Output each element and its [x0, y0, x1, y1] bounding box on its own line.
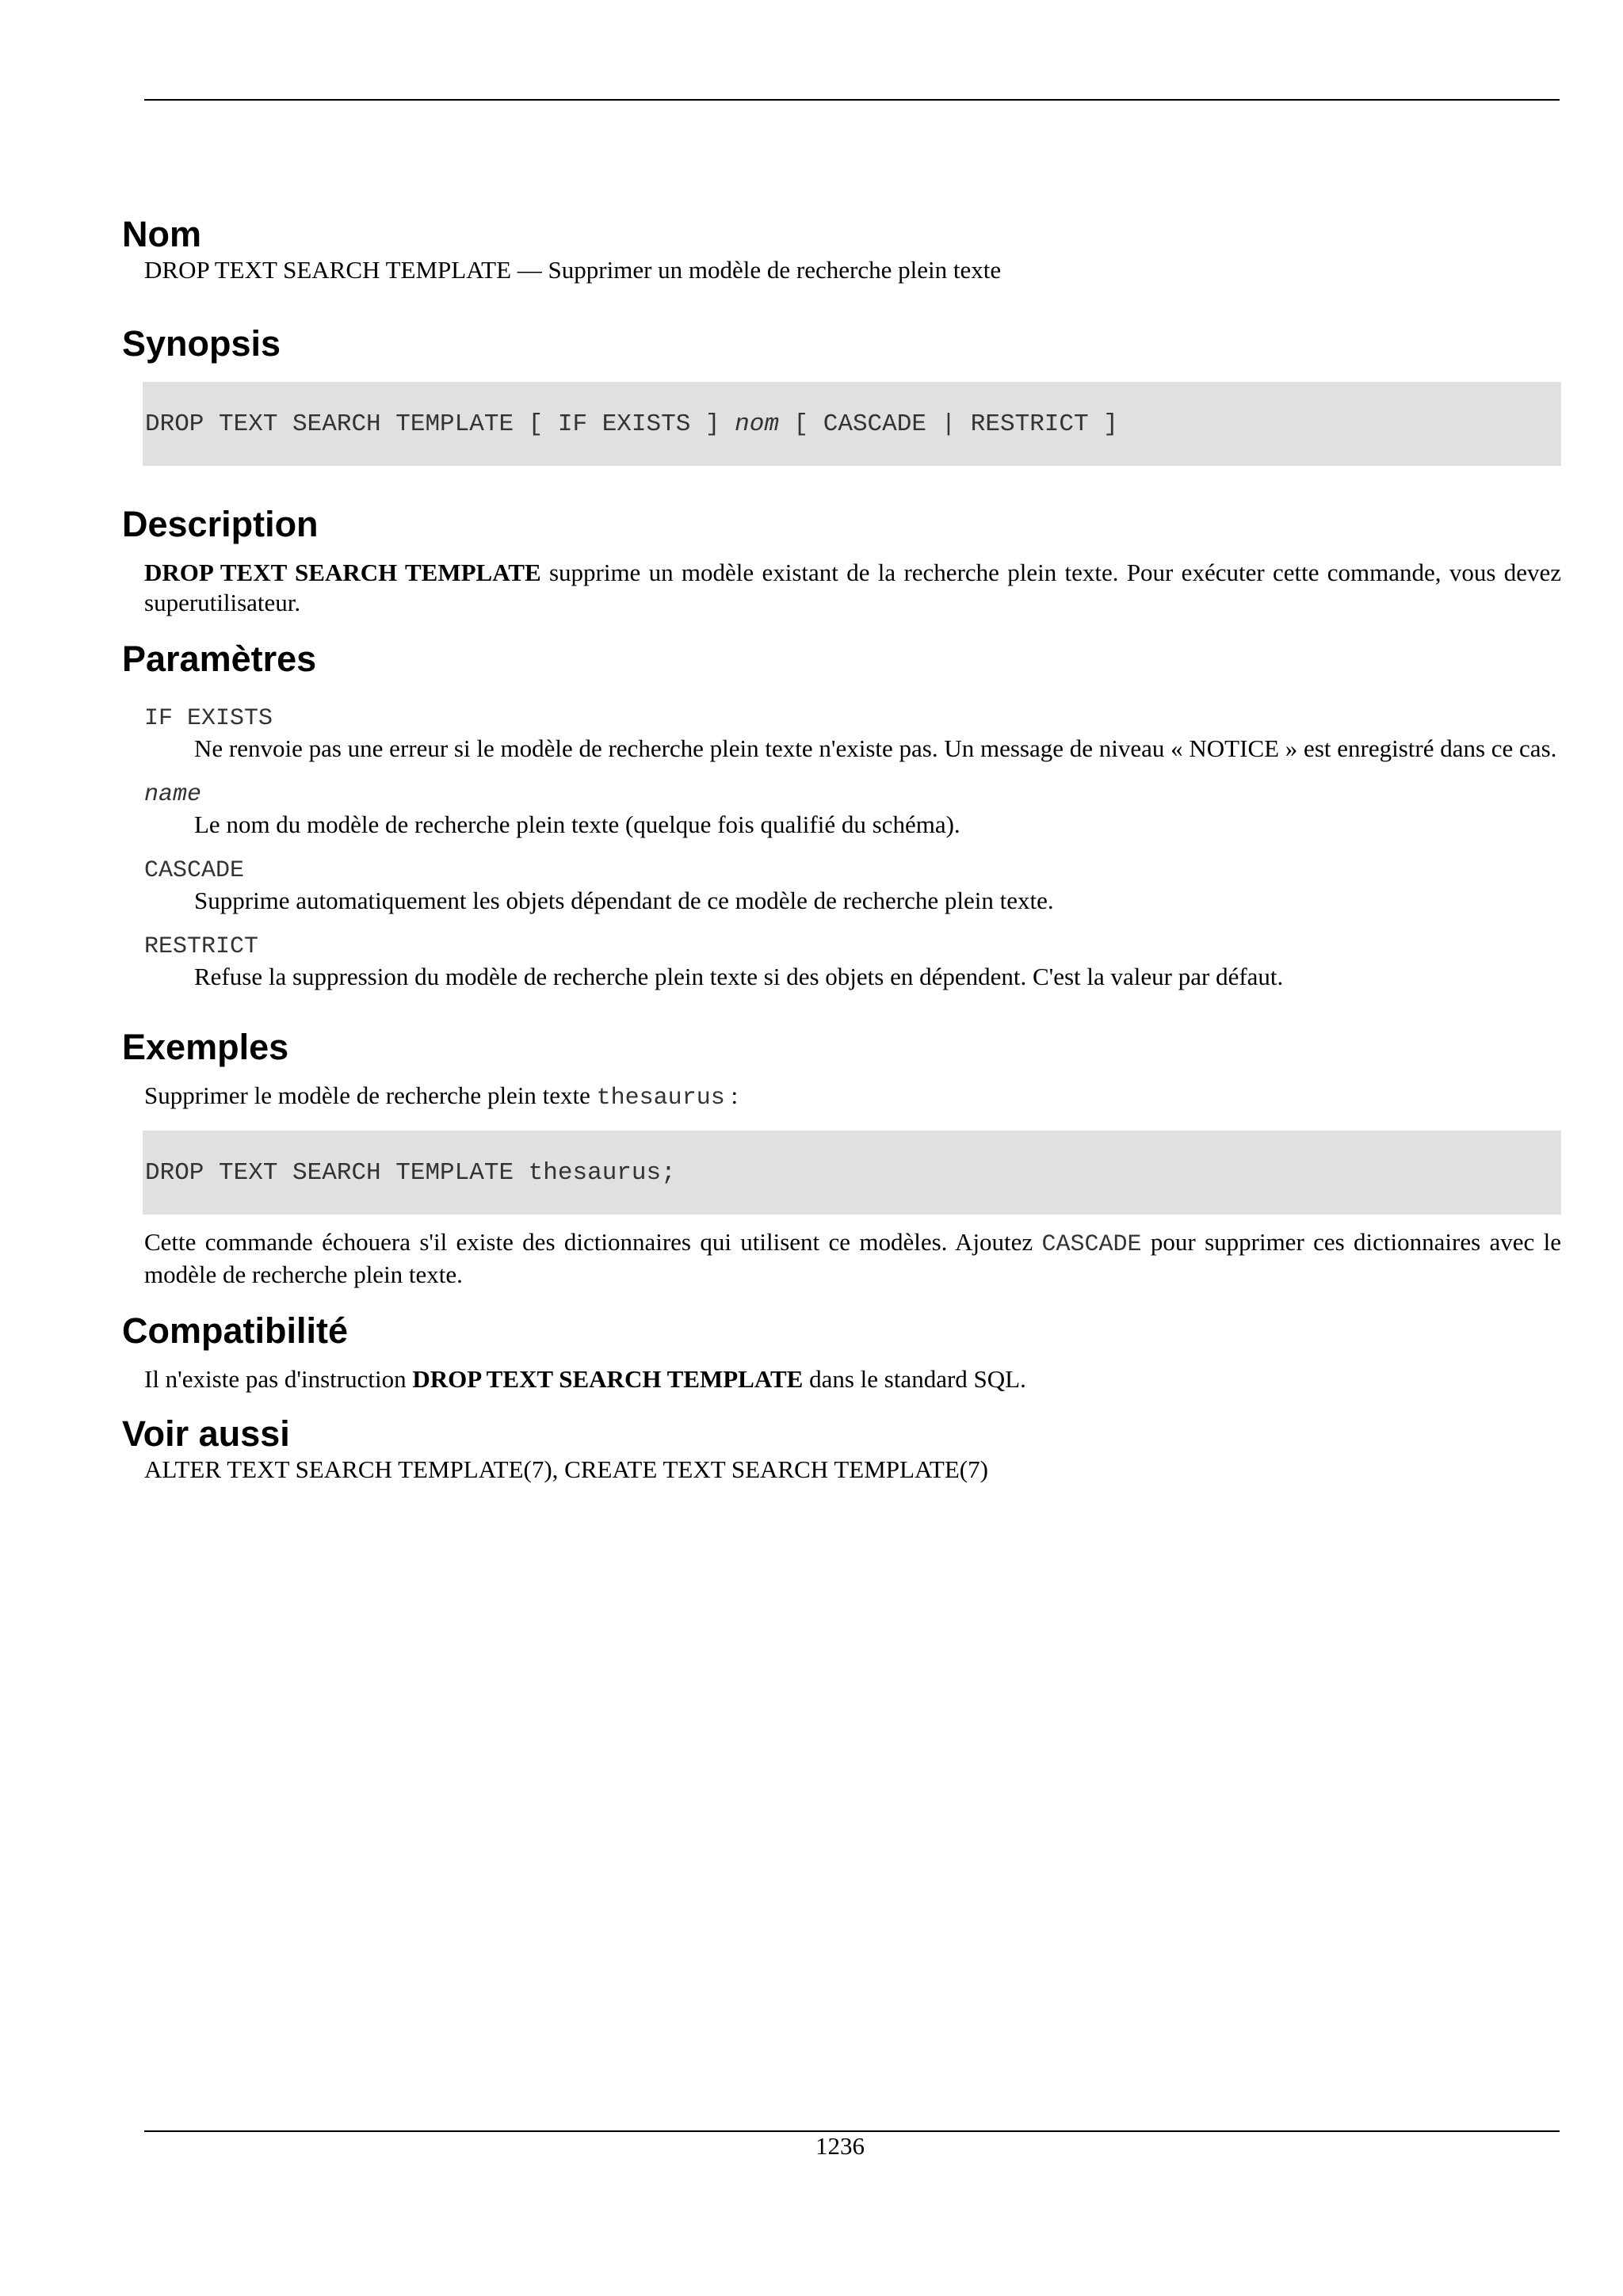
- synopsis-code-placeholder: nom: [735, 410, 779, 438]
- parameter-item: [122, 932, 1561, 992]
- description-text: [144, 558, 1561, 618]
- exemple-code-block: DROP TEXT SEARCH TEMPLATE thesaurus;: [143, 1131, 1561, 1215]
- description-command: DROP TEXT SEARCH TEMPLATE: [144, 559, 541, 586]
- parameter-description: Supprime automatiquement les objets dépendant de ce modèle de recherche plein texte.: [194, 887, 1054, 914]
- section-title-compatibilite: Compatibilité: [122, 1310, 349, 1351]
- exemples-intro-code: thesaurus: [596, 1085, 725, 1112]
- exemples-intro-suffix: :: [724, 1081, 739, 1109]
- exemples-after-text2: pour supprimer ces dictionnaires avec le modèle de recherche plein texte.: [144, 1228, 1561, 1288]
- parameter-item: [122, 704, 1561, 764]
- header-rule: [144, 99, 1560, 101]
- synopsis-code-part1: DROP TEXT SEARCH TEMPLATE [ IF EXISTS ]: [145, 410, 735, 438]
- section-title-description: Description: [122, 504, 319, 544]
- nom-text: DROP TEXT SEARCH TEMPLATE — Supprimer un modèle de recherche plein texte: [144, 256, 1002, 284]
- section-title-synopsis: Synopsis: [122, 323, 281, 364]
- parameter-description: Ne renvoie pas une erreur si le modèle de recherche plein texte n'existe pas. Un message de niveau « NOTICE » est enregistré dans ce cas.: [194, 734, 1557, 762]
- parameter-item: [122, 780, 1561, 840]
- parameter-description: Le nom du modèle de recherche plein texte (quelque fois qualifié du schéma).: [194, 810, 960, 838]
- description-body: supprime un modèle existant de la recherche plein texte. Pour exécuter cette commande, vous devez superutilisateur.: [144, 559, 1561, 616]
- page-content: [122, 214, 1561, 1485]
- exemples-after-text1: Cette commande échouera s'il existe des dictionnaires qui utilisent ce modèles. Ajoutez: [144, 1228, 1042, 1256]
- section-title-nom: Nom: [122, 214, 201, 254]
- compatibilite-command: DROP TEXT SEARCH TEMPLATE: [412, 1365, 804, 1393]
- parameter-term: name: [144, 781, 202, 808]
- page-number: 1236: [815, 2132, 865, 2160]
- compatibilite-text1: Il n'existe pas d'instruction: [144, 1365, 413, 1393]
- exemples-intro-text: Supprimer le modèle de recherche plein texte: [144, 1081, 597, 1109]
- parameter-item: [122, 856, 1561, 916]
- parameter-term: RESTRICT: [144, 933, 259, 960]
- parameter-list: [122, 704, 1561, 992]
- synopsis-code-block: [143, 382, 1561, 466]
- exemples-after-text: [144, 1227, 1561, 1290]
- parameter-term: CASCADE: [144, 857, 245, 884]
- section-title-exemples: Exemples: [122, 1027, 289, 1067]
- synopsis-code-part2: [ CASCADE | RESTRICT ]: [778, 410, 1118, 438]
- parameter-term: IF EXISTS: [144, 705, 273, 732]
- compatibilite-text2: dans le standard SQL.: [803, 1365, 1026, 1393]
- section-title-parametres: Paramètres: [122, 639, 317, 679]
- exemples-after-code: CASCADE: [1041, 1231, 1142, 1258]
- parameter-description: Refuse la suppression du modèle de recherche plein texte si des objets en dépendent. C'est la valeur par défaut.: [194, 963, 1284, 990]
- exemples-intro: [144, 1081, 1561, 1113]
- voir-aussi-text: ALTER TEXT SEARCH TEMPLATE(7), CREATE TEXT SEARCH TEMPLATE(7): [144, 1455, 988, 1483]
- section-title-voir-aussi: Voir aussi: [122, 1413, 290, 1454]
- compatibilite-text: [144, 1364, 1561, 1394]
